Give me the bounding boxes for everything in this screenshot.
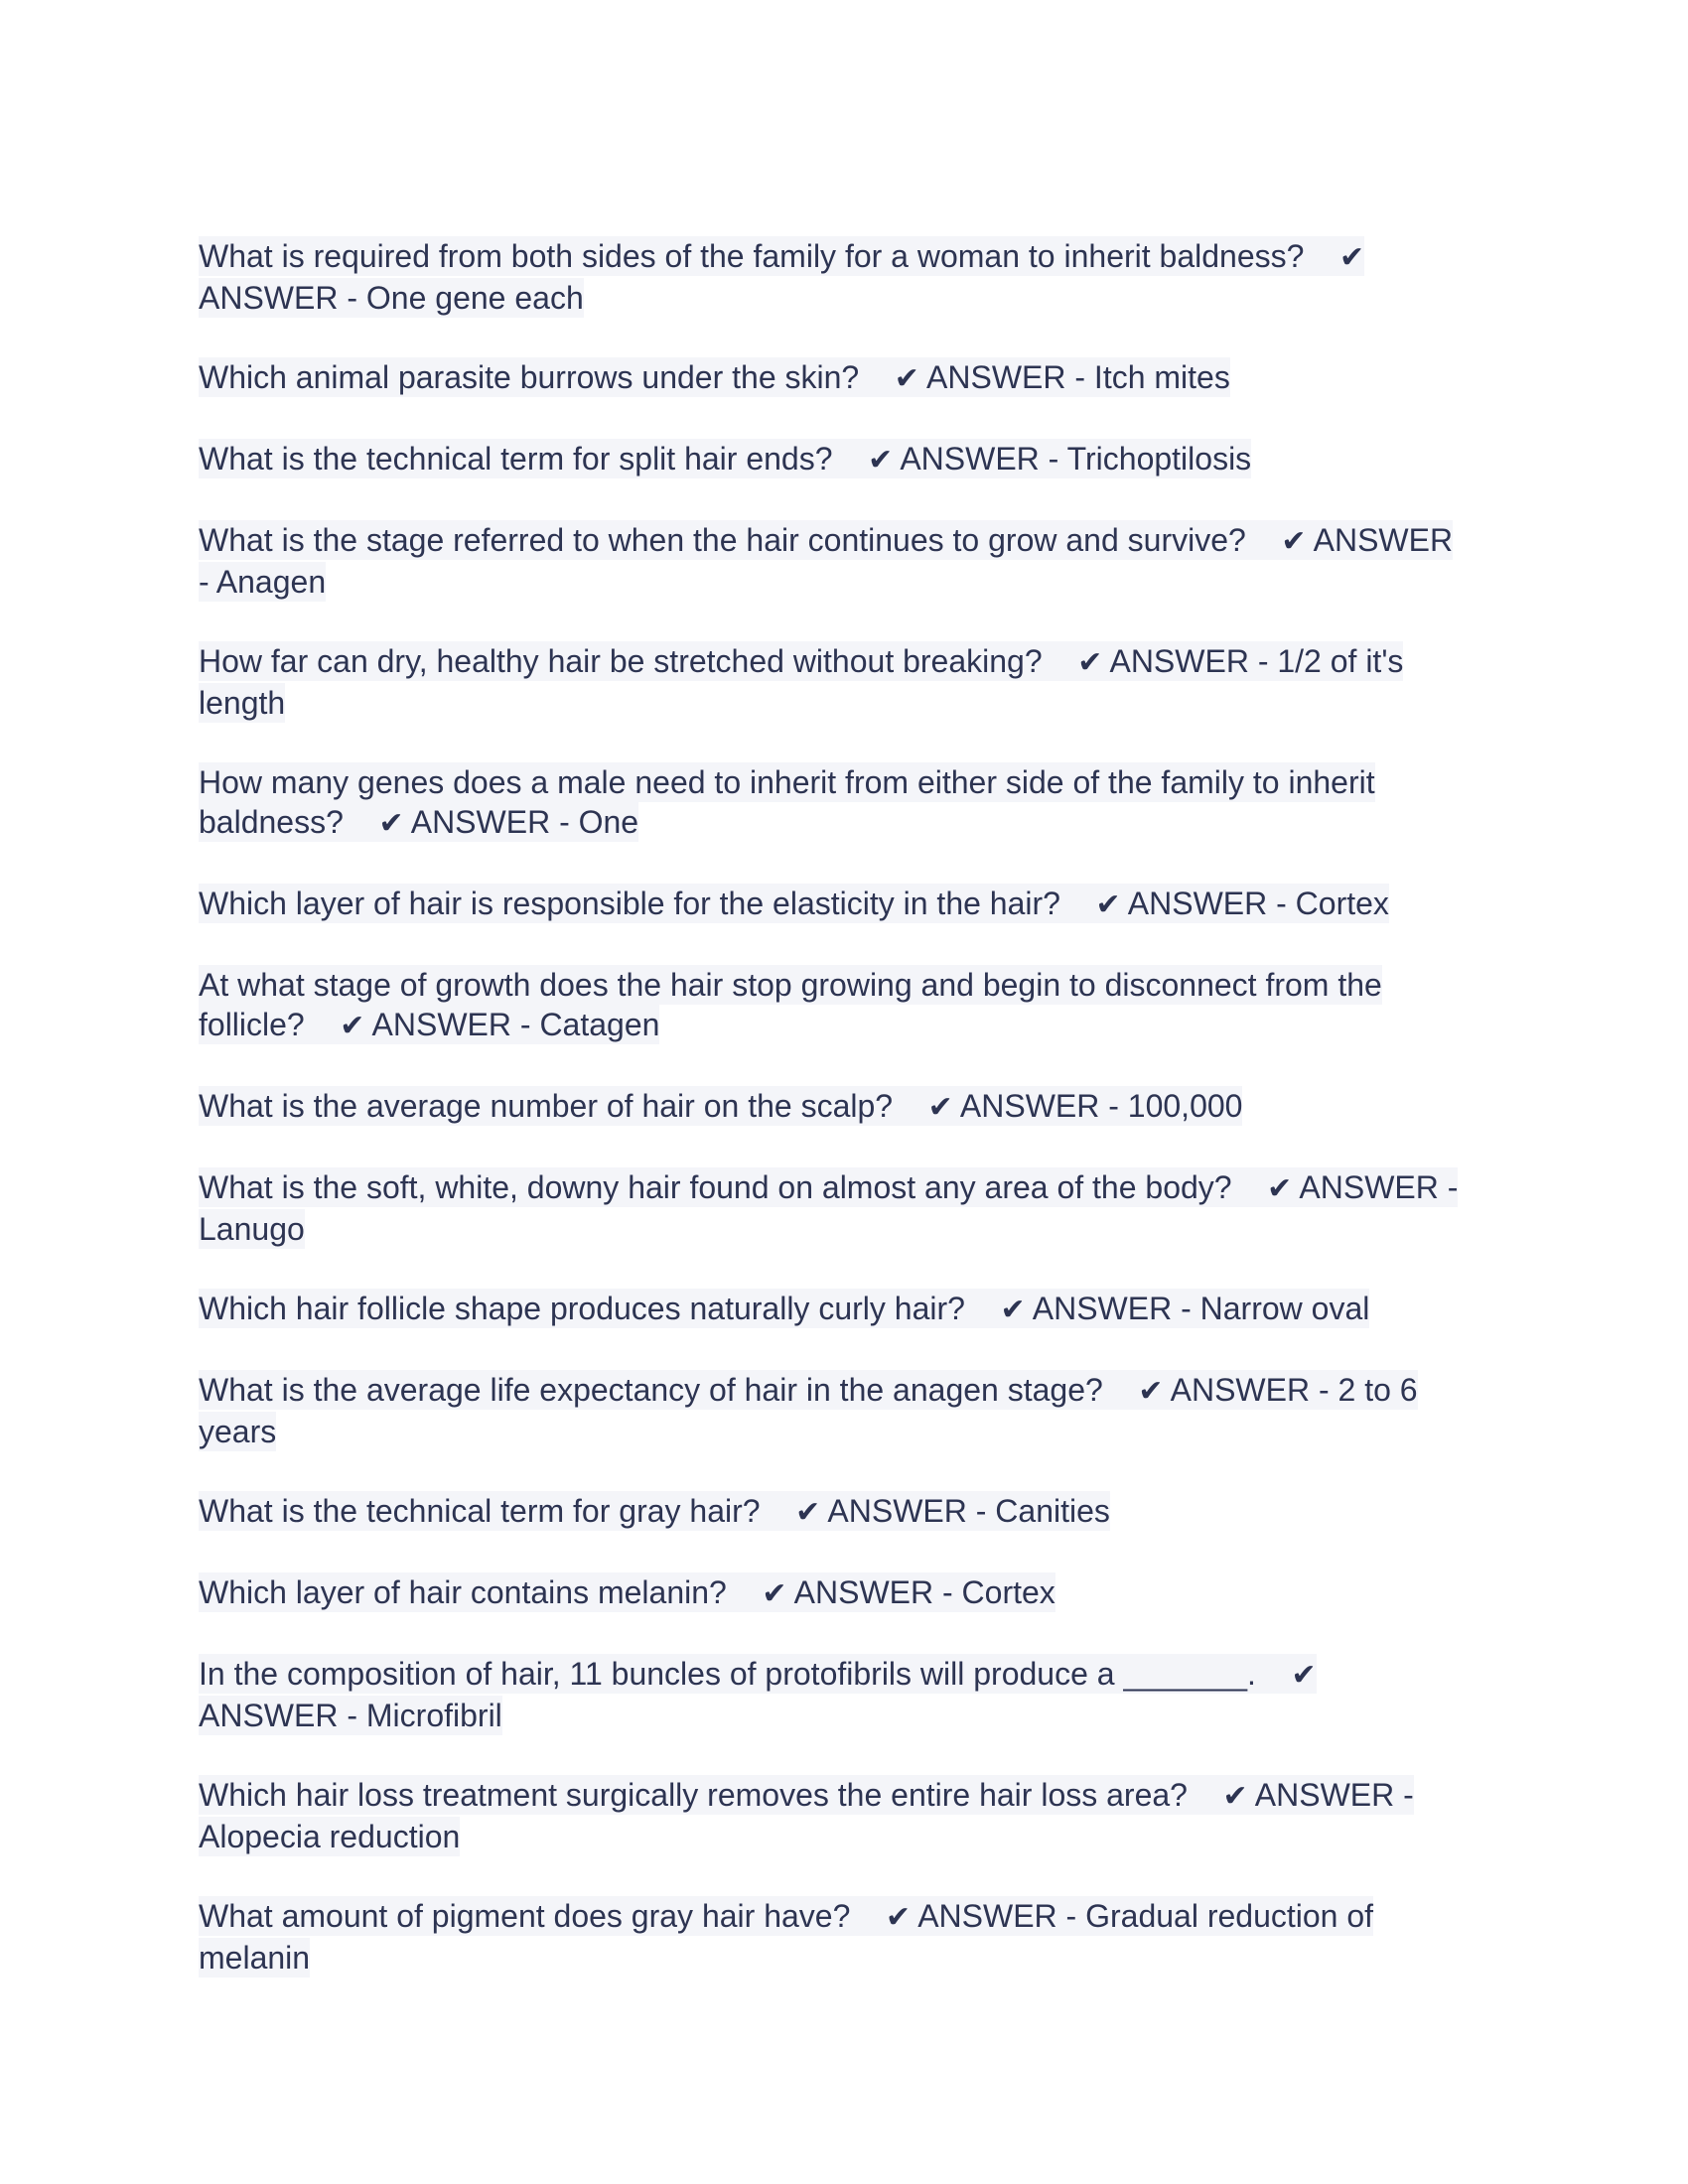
answer-prefix: ANSWER - <box>1170 1372 1338 1408</box>
question-text: What is required from both sides of the family for a woman to inherit baldness? <box>199 238 1305 274</box>
check-icon: ✔ <box>378 807 404 840</box>
answer-prefix: ANSWER - <box>827 1493 996 1529</box>
check-icon: ✔ <box>1338 241 1365 274</box>
answer-text: Microfibril <box>365 1698 502 1733</box>
answer-text: Itch mites <box>1093 359 1230 395</box>
qa-item <box>199 1896 1462 1978</box>
check-icon: ✔ <box>894 362 919 395</box>
answer-text: Trichoptilosis <box>1066 441 1252 477</box>
question-text: What is the soft, white, downy hair found on almost any area of the body? <box>199 1169 1232 1205</box>
question-text: What is the technical term for split hair ends? <box>199 441 833 477</box>
qa-item <box>199 1086 1462 1128</box>
check-icon: ✔ <box>1095 888 1121 921</box>
answer-prefix: ANSWER - <box>1032 1291 1200 1326</box>
answer-text: Cortex <box>961 1574 1055 1610</box>
check-icon: ✔ <box>1077 646 1103 679</box>
answer-prefix: ANSWER - <box>199 522 1454 600</box>
qa-item <box>199 884 1462 925</box>
qa-item <box>199 1654 1462 1735</box>
question-text: Which layer of hair is responsible for the elasticity in the hair? <box>199 886 1060 921</box>
question-text: Which hair loss treatment surgically removes the entire hair loss area? <box>199 1777 1188 1813</box>
qa-item <box>199 1491 1462 1533</box>
answer-text: Gradual reduction of melanin <box>199 1898 1374 1976</box>
answer-prefix: ANSWER - <box>1127 886 1296 921</box>
answer-text: Anagen <box>215 564 327 600</box>
answer-text: 2 to 6 years <box>199 1372 1418 1449</box>
check-icon: ✔ <box>1281 525 1307 558</box>
qa-item <box>199 1572 1462 1614</box>
check-icon: ✔ <box>868 444 894 477</box>
answer-text: Lanugo <box>199 1211 305 1247</box>
qa-item <box>199 1775 1462 1856</box>
check-icon: ✔ <box>1291 1659 1317 1692</box>
answer-text: Catagen <box>539 1007 660 1042</box>
answer-prefix: ANSWER - <box>1299 1169 1459 1205</box>
question-text: In the composition of hair, 11 buncles of protofibrils will produce a _______. <box>199 1656 1256 1692</box>
answer-text: 1/2 of it's length <box>199 643 1404 721</box>
answer-prefix: ANSWER - <box>917 1898 1086 1934</box>
check-icon: ✔ <box>1267 1172 1293 1205</box>
qa-item <box>199 965 1462 1046</box>
answer-prefix: ANSWER - <box>959 1088 1128 1124</box>
question-text: How many genes does a male need to inherit from either side of the family to inherit baldness? <box>199 764 1375 840</box>
answer-text: One <box>578 804 639 840</box>
answer-prefix: ANSWER - <box>1254 1777 1414 1813</box>
document-page <box>199 236 1462 2017</box>
question-text: What is the technical term for gray hair? <box>199 1493 761 1529</box>
question-text: Which hair follicle shape produces naturally curly hair? <box>199 1291 965 1326</box>
answer-text: Narrow oval <box>1199 1291 1370 1326</box>
check-icon: ✔ <box>1222 1780 1248 1813</box>
question-text: How far can dry, healthy hair be stretched without breaking? <box>199 643 1043 679</box>
qa-item <box>199 1370 1462 1451</box>
qa-item <box>199 1289 1462 1330</box>
answer-prefix: ANSWER - <box>1109 643 1278 679</box>
qa-item <box>199 520 1462 602</box>
qa-item <box>199 641 1462 723</box>
answer-text: 100,000 <box>1127 1088 1243 1124</box>
qa-item <box>199 439 1462 480</box>
answer-prefix: ANSWER - <box>410 804 579 840</box>
check-icon: ✔ <box>1138 1375 1164 1408</box>
qa-item <box>199 236 1462 318</box>
qa-item <box>199 1167 1462 1249</box>
answer-prefix: ANSWER - <box>900 441 1067 477</box>
qa-list <box>199 236 1462 1978</box>
answer-text: Alopecia reduction <box>199 1819 461 1854</box>
check-icon: ✔ <box>762 1577 787 1610</box>
answer-prefix: ANSWER - <box>371 1007 540 1042</box>
question-text: What amount of pigment does gray hair have? <box>199 1898 851 1934</box>
question-text: Which animal parasite burrows under the skin? <box>199 359 860 395</box>
qa-item <box>199 357 1462 399</box>
check-icon: ✔ <box>795 1496 821 1529</box>
check-icon: ✔ <box>340 1010 365 1042</box>
answer-text: Cortex <box>1295 886 1389 921</box>
check-icon: ✔ <box>1000 1294 1026 1326</box>
answer-prefix: ANSWER - <box>199 1698 366 1733</box>
answer-text: Canities <box>995 1493 1110 1529</box>
answer-text: One gene each <box>365 280 584 316</box>
question-text: At what stage of growth does the hair stop growing and begin to disconnect from the follicle? <box>199 967 1382 1042</box>
qa-item <box>199 762 1462 844</box>
check-icon: ✔ <box>927 1091 953 1124</box>
answer-prefix: ANSWER - <box>793 1574 962 1610</box>
answer-prefix: ANSWER - <box>926 359 1094 395</box>
question-text: What is the average number of hair on the scalp? <box>199 1088 894 1124</box>
answer-prefix: ANSWER - <box>199 280 366 316</box>
check-icon: ✔ <box>885 1901 912 1934</box>
question-text: What is the average life expectancy of hair in the anagen stage? <box>199 1372 1103 1408</box>
question-text: Which layer of hair contains melanin? <box>199 1574 727 1610</box>
question-text: What is the stage referred to when the hair continues to grow and survive? <box>199 522 1246 558</box>
